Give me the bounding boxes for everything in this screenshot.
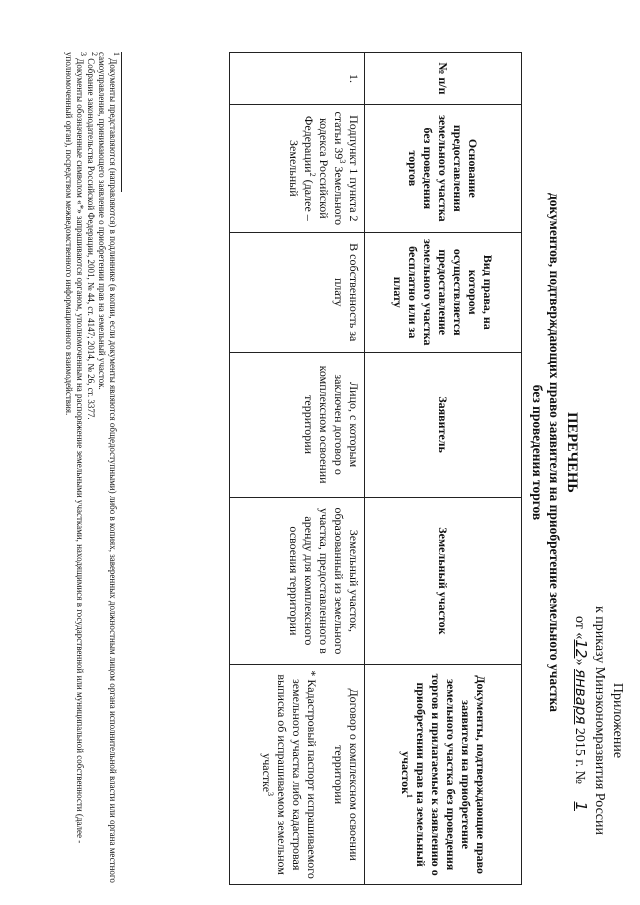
footnote-ref: 1 [405, 794, 414, 799]
footnote-divider [121, 52, 122, 192]
cell-documents [230, 665, 365, 885]
col-header-right-type: Вид права, на котором осуществляется предоставление земельного участка бесплатно или за плату [365, 232, 522, 352]
appendix-order-line1: к приказу Минэкономразвития России [592, 605, 607, 835]
cell-number: 1. [230, 53, 365, 105]
footnote-text: Документы обозначенные символом «*» запрашиваются органом, уполномоченным на распоряжение земельными участками, находящимися в государственной или муниципальной собственности (далее - уполномоченный орган), посредством межведомственного информационного взаимодействия. [64, 52, 85, 844]
cell-basis [230, 104, 365, 232]
basis-text-cont: Земельного кодекса Российской Федерации [302, 115, 346, 226]
footnote-mark: 3 [79, 52, 88, 56]
footnote-ref: 3 [266, 792, 275, 797]
table-row [230, 53, 365, 885]
basis-text: Подпункт 1 пункта 2 статьи 39 [332, 111, 361, 222]
col-header-documents-text: Документы, подтверждающие право заявителя на приобретение земельного участка без проведения торгов и прилагаемые к заявлению о приобретении прав на земельный участок [399, 673, 488, 876]
footnote-text: Документы представляются (направляются) в подлиннике (в копии, если документы являются общедоступными) либо в копиях, заверенных должностным лицом органа исполнительной власти или органа местного самоуправления, принимающего заявление о приобретении прав на земельный участок. [97, 52, 118, 883]
footnote-mark: 2 [90, 52, 99, 56]
col-header-land-plot: Земельный участок [365, 497, 522, 665]
cell-land-plot: Земельный участок, образованный из земельного участка, предоставленного в аренду для комплексного освоения территории [230, 497, 365, 665]
order-day-handwritten: 12 [572, 639, 590, 659]
footnote-2 [85, 52, 99, 885]
col-header-documents [365, 665, 522, 885]
col-header-basis: Основание предоставления земельного участка без проведения торгов [365, 104, 522, 232]
table-header-row [365, 53, 522, 885]
order-month-handwritten: января [572, 668, 590, 725]
appendix-label: Приложение [610, 682, 625, 759]
order-mid: » [572, 658, 587, 669]
cadastral-text: * Кадастровый паспорт испрашиваемого земельного участка либо кадастровая выписка об испрашиваемом земельном участке [260, 670, 319, 879]
order-prefix: от « [572, 615, 587, 640]
document-subtitle: документов, подтверждающих право заявителя на приобретение земельного участка [547, 192, 562, 713]
footnote-text: Собрание законодательства Российской Федерации, 2001, № 44, ст. 4147; 2014, № 26, ст. 3377. [86, 56, 96, 420]
documents-table [229, 52, 522, 885]
document-subtitle-line2: без проведения торгов [530, 384, 545, 521]
order-number-handwritten: 1 [572, 801, 590, 811]
footnote-3 [63, 52, 88, 885]
col-header-applicant: Заявитель [365, 352, 522, 497]
footnote-ref: 3 [338, 159, 347, 164]
document-title: ПЕРЕЧЕНЬ [564, 412, 580, 493]
order-year: 2015 г. № [572, 724, 587, 784]
footnote-1 [96, 52, 121, 885]
basis-text-tail: (далее – Земельный [287, 140, 316, 221]
documents-item-cadastral [259, 669, 319, 880]
cell-applicant: Лицо, с которым заключен договор о комплексном освоении территории [230, 352, 365, 497]
footnote-ref: 2 [308, 172, 317, 177]
documents-item-contract: Договор о комплексном освоении территории [332, 688, 361, 861]
col-header-number: № п/п [365, 53, 522, 105]
cell-right-type: В собственность за плату [230, 232, 365, 352]
footnotes [63, 52, 122, 885]
footnote-mark: 1 [112, 52, 121, 56]
